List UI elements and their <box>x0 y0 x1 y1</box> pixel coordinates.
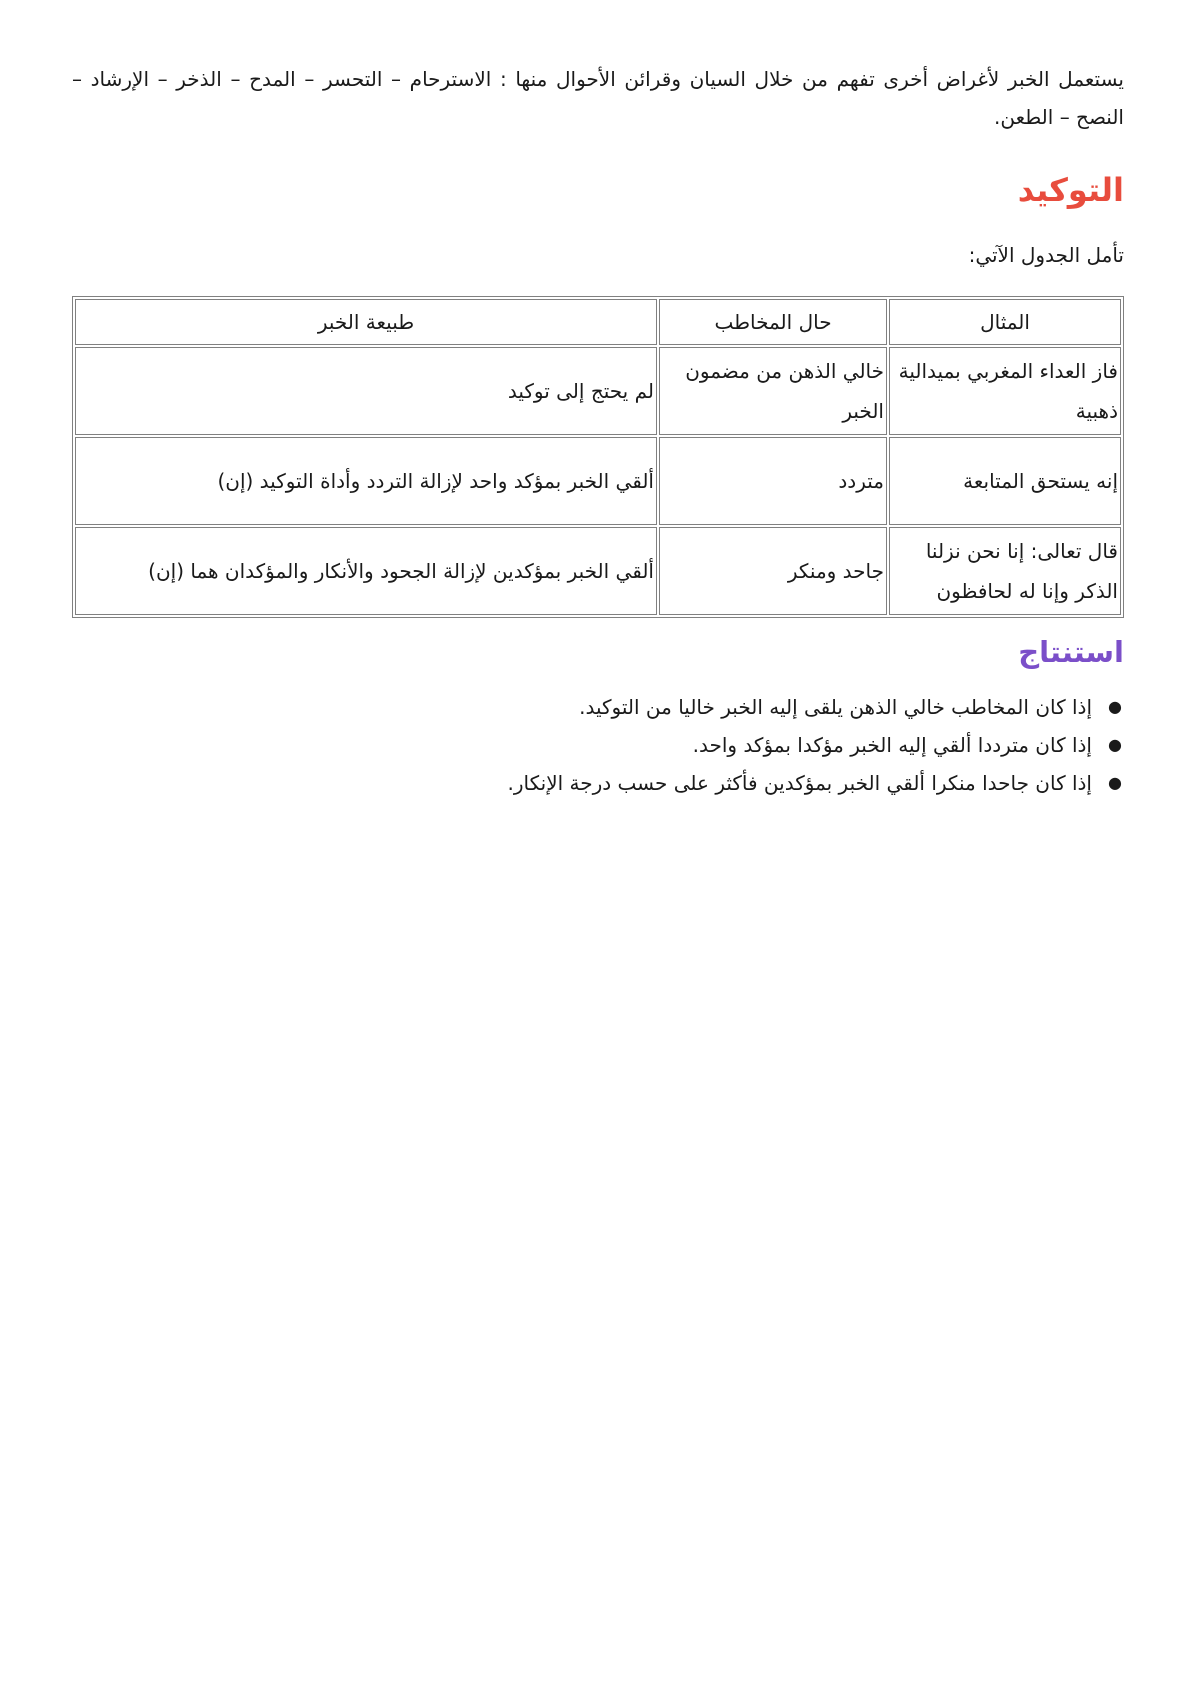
cell-listener-state: خالي الذهن من مضمون الخبر <box>659 347 887 435</box>
cell-news-nature: ألقي الخبر بمؤكد واحد لإزالة التردد وأداة التوكيد (إن) <box>75 437 657 525</box>
cell-example: قال تعالى: إنا نحن نزلنا الذكر وإنا له لحافظون <box>889 527 1121 615</box>
table-row <box>75 527 1121 615</box>
table-row <box>75 347 1121 435</box>
conclusion-list <box>72 688 1124 802</box>
conclusion-title: استنتاج <box>1018 635 1124 669</box>
cell-listener-state: جاحد ومنكر <box>659 527 887 615</box>
header-example: المثال <box>889 299 1121 345</box>
list-item <box>72 688 1122 726</box>
list-item <box>72 726 1122 764</box>
table-header-row <box>75 299 1121 345</box>
bullet-icon: ● <box>1108 773 1122 792</box>
document-page <box>72 0 1124 802</box>
cell-news-nature: ألقي الخبر بمؤكدين لإزالة الجحود والأنكار والمؤكدان هما (إن) <box>75 527 657 615</box>
header-listener-state: حال المخاطب <box>659 299 887 345</box>
header-news-nature: طبيعة الخبر <box>75 299 657 345</box>
list-item <box>72 764 1122 802</box>
list-item-text: إذا كان المخاطب خالي الذهن يلقى إليه الخبر خاليا من التوكيد. <box>579 695 1092 719</box>
cell-example: إنه يستحق المتابعة <box>889 437 1121 525</box>
list-item-text: إذا كان جاحدا منكرا ألقي الخبر بمؤكدين فأكثر على حسب درجة الإنكار. <box>507 771 1092 795</box>
bullet-icon: ● <box>1108 735 1122 754</box>
cell-news-nature: لم يحتج إلى توكيد <box>75 347 657 435</box>
section-title: التوكيد <box>1017 171 1124 209</box>
examples-table <box>72 296 1124 618</box>
intro-paragraph: يستعمل الخبر لأغراض أخرى تفهم من خلال السيان وقرائن الأحوال منها : الاسترحام – التحسر – المدح – الذخر – الإرشاد – النصح – الطعن. <box>72 67 1124 129</box>
bullet-icon: ● <box>1108 697 1122 716</box>
cell-example: فاز العداء المغربي بميدالية ذهبية <box>889 347 1121 435</box>
cell-listener-state: متردد <box>659 437 887 525</box>
table-lead-text: تأمل الجدول الآتي: <box>968 243 1124 267</box>
table-row <box>75 437 1121 525</box>
list-item-text: إذا كان مترددا ألقي إليه الخبر مؤكدا بمؤكد واحد. <box>692 733 1092 757</box>
